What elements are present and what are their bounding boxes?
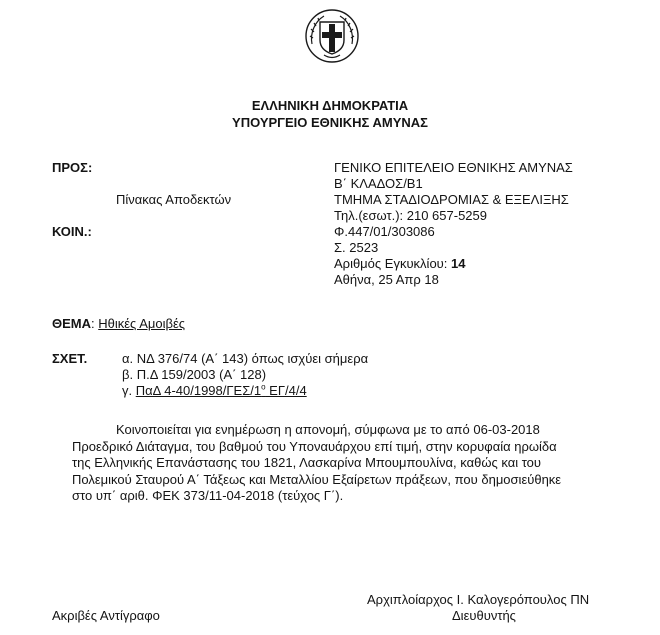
body-line-1: Κοινοποιείται για ενημέρωση η απονομή, σύμφωνα με το από 06-03-2018 (116, 422, 540, 437)
reference-c (122, 383, 307, 398)
reference-c-code: ΠαΔ 4-40/1998/ΓΕΣ/1 (135, 383, 262, 398)
body-line-5: στο υπ΄ αριθ. ΦΕΚ 373/11-04-2018 (τεύχος Γ΄). (72, 488, 344, 504)
sender-line-1: ΓΕΝΙΚΟ ΕΠΙΤΕΛΕΙΟ ΕΘΝΙΚΗΣ ΑΜΥΝΑΣ (334, 160, 573, 175)
sender-line-2: Β΄ ΚΛΑΔΟΣ/Β1 (334, 176, 423, 191)
subject-label: ΘΕΜΑ (52, 316, 91, 331)
place-date: Αθήνα, 25 Απρ 18 (334, 272, 439, 287)
body-paragraph (72, 422, 627, 505)
sender-line-3: ΤΜΗΜΑ ΣΤΑΔΙΟΔΡΟΜΙΑΣ & ΕΞΕΛΙΞΗΣ (334, 192, 569, 207)
hellenic-republic-emblem (304, 8, 360, 64)
circular-number-line (334, 256, 466, 271)
subject-value: Ηθικές Αμοιβές (98, 316, 186, 331)
reference-c-marker: γ. (122, 383, 136, 398)
signer-title: Διευθυντής (452, 608, 516, 623)
reference-a: α. ΝΔ 376/74 (Α΄ 143) όπως ισχύει σήμερα (122, 351, 369, 366)
circular-label: Αριθμός Εγκυκλίου: (334, 256, 448, 271)
body-line-4: Πολεμικού Σταυρού Α΄ Τάξεως και Μεταλλίου Εξαίρετων πράξεων, που δημοσιεύθηκε (72, 471, 562, 487)
reference-c-superscript: ο (261, 382, 266, 392)
pros-label: ΠΡΟΣ: (52, 160, 93, 175)
koin-label: ΚΟΙΝ.: (52, 224, 92, 239)
header-ministry: ΥΠΟΥΡΓΕΙΟ ΕΘΝΙΚΗΣ ΑΜΥΝΑΣ (232, 115, 428, 130)
circular-number: 14 (451, 256, 466, 271)
reference-c-suffix: ΕΓ/4/4 (265, 383, 307, 398)
pros-value: Πίνακας Αποδεκτών (116, 192, 232, 207)
sender-phone: Τηλ.(εσωτ.): 210 657-5259 (334, 208, 487, 223)
references-label: ΣΧΕΤ. (52, 351, 88, 366)
sequence-number: Σ. 2523 (334, 240, 379, 255)
body-line-3: της Ελληνικής Επανάστασης του 1821, Λασκαρίνα Μπουμπουλίνα, καθώς και του (72, 455, 542, 471)
signer-name: Αρχιπλοίαρχος Ι. Καλογερόπουλος ΠΝ (367, 592, 590, 607)
file-number: Φ.447/01/303086 (334, 224, 435, 239)
header-country: ΕΛΛΗΝΙΚΗ ΔΗΜΟΚΡΑΤΙΑ (251, 98, 409, 113)
certified-copy: Ακριβές Αντίγραφο (52, 608, 160, 623)
reference-c-text (136, 383, 307, 398)
subject-line: ΘΕΜΑ: Ηθικές Αμοιβές (52, 316, 186, 331)
reference-b: β. Π.Δ 159/2003 (Α΄ 128) (122, 367, 267, 382)
body-line-2: Προεδρικό Διάταγμα, του βαθμού του Υποναυάρχου επί τιμή, στην κορυφαία ηρωίδα (72, 438, 557, 454)
